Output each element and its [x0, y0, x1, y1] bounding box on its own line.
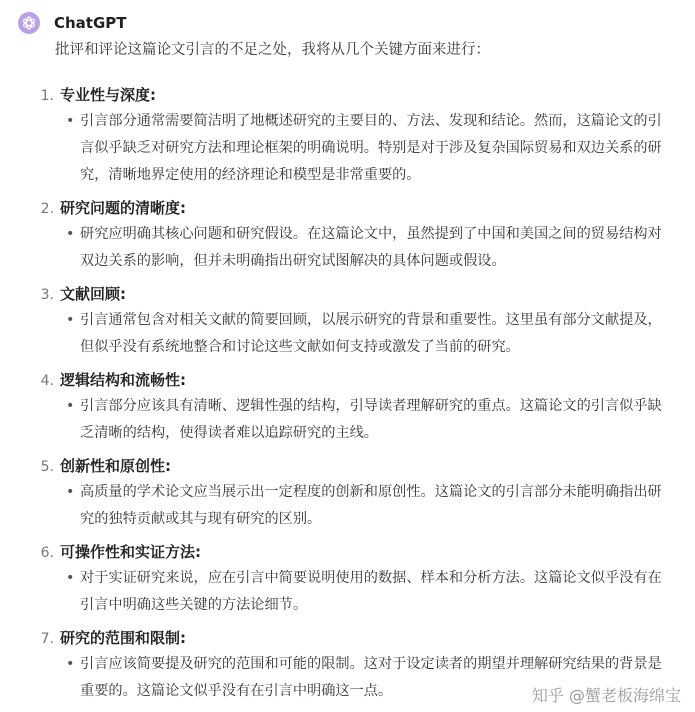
list-item — [0, 195, 695, 275]
item-title: 可操作性和实证方法 : — [60, 539, 201, 565]
item-bullet — [66, 108, 665, 189]
item-bullet — [66, 393, 665, 447]
intro-text: 批评和评论这篇论文引言的不足之处，我将从几个关键方面来进行： — [55, 42, 490, 58]
item-number: 6. — [40, 545, 54, 561]
avatar — [18, 12, 40, 34]
item-title: 研究的范围和限制 : — [60, 625, 186, 651]
item-number: 2. — [40, 201, 54, 217]
item-text: 对于实证研究来说，应在引言中简要说明使用的数据、样本和分析方法。这篇论文似乎没有在引言中明确这些关键的方法论细节。 — [80, 570, 662, 613]
list-item — [0, 539, 695, 619]
item-bullet — [66, 479, 665, 533]
list-item — [0, 367, 695, 447]
item-bullet — [66, 565, 665, 619]
author-name: ChatGPT — [54, 14, 127, 32]
item-number: 7. — [40, 631, 54, 647]
item-text: 引言应该简要提及研究的范围和可能的限制。这对于设定读者的期望并理解研究结果的背景是重要的。这篇论文似乎没有在引言中明确这一点。 — [80, 656, 662, 699]
bullet-dot: • — [66, 570, 75, 586]
item-title: 专业性与深度 : — [60, 82, 156, 108]
bullet-dot: • — [66, 312, 75, 328]
bullet-dot: • — [66, 656, 75, 672]
item-title: 文献回顾 : — [60, 281, 126, 307]
item-text: 引言通常包含对相关文献的简要回顾，以展示研究的背景和重要性。这里虽有部分文献提及，但似乎没有系统地整合和讨论这些文献如何支持或激发了当前的研究。 — [80, 312, 662, 355]
list-item — [0, 82, 695, 189]
bullet-dot: • — [66, 226, 75, 242]
bullet-dot: • — [66, 398, 75, 414]
item-text: 引言部分应该具有清晰、逻辑性强的结构，引导读者理解研究的重点。这篇论文的引言似乎缺乏清晰的结构，使得读者难以追踪研究的主线。 — [80, 398, 662, 441]
bullet-dot: • — [66, 484, 75, 500]
item-text: 研究应明确其核心问题和研究假设。在这篇论文中，虽然提到了中国和美国之间的贸易结构对双边关系的影响，但并未明确指出研究试图解决的具体问题或假设。 — [80, 226, 662, 269]
list-item — [0, 281, 695, 361]
item-bullet — [66, 221, 665, 275]
item-text: 引言部分通常需要简洁明了地概述研究的主要目的、方法、发现和结论。然而，这篇论文的引言似乎缺乏对研究方法和理论框架的明确说明。特别是对于涉及复杂国际贸易和双边关系的研究，清晰地界定使用的经济理论和模型是非常重要的。 — [80, 113, 662, 183]
bullet-dot: • — [66, 113, 75, 129]
item-bullet — [66, 307, 665, 361]
item-text: 高质量的学术论文应当展示出一定程度的创新和原创性。这篇论文的引言部分未能明确指出研究的独特贡献或其与现有研究的区别。 — [80, 484, 662, 527]
item-title: 研究问题的清晰度 : — [60, 195, 186, 221]
critique-list — [0, 82, 695, 711]
item-number: 5. — [40, 459, 54, 475]
item-number: 3. — [40, 287, 54, 303]
openai-logo-icon — [21, 15, 37, 31]
list-item — [0, 453, 695, 533]
item-title: 创新性和原创性 : — [60, 453, 171, 479]
message-header — [18, 12, 127, 34]
item-number: 4. — [40, 373, 54, 389]
item-number: 1. — [40, 88, 54, 104]
item-title: 逻辑结构和流畅性 : — [60, 367, 186, 393]
watermark: 知乎 @蟹老板海绵宝 — [532, 683, 681, 706]
